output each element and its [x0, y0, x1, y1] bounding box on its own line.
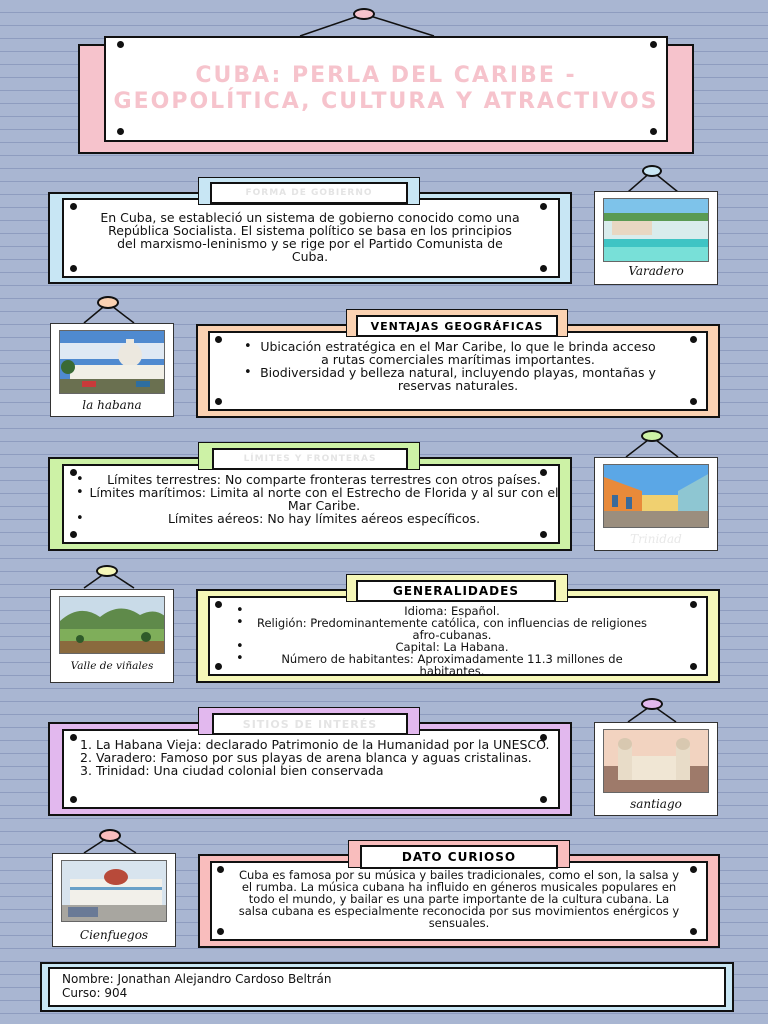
list-item: 2. Varadero: Famoso por sus playas de arena blanca y aguas cristalinas. [80, 750, 532, 765]
dot [70, 531, 77, 538]
ventajas-label: VENTAJAS GEOGRÁFICAS [356, 315, 558, 337]
dato-label: DATO CURIOSO [360, 845, 558, 869]
dot [690, 601, 697, 608]
pin [99, 829, 121, 842]
pin [641, 430, 663, 442]
page-title: CUBA: PERLA DEL CARIBE - GEOPOLÍTICA, CULTURA Y ATRACTIVOS [113, 63, 659, 114]
capitol-illustration [60, 331, 165, 394]
street-illustration [604, 465, 709, 528]
gobierno-text: En Cuba, se estableció un sistema de gobierno conocido como una República Socialista. El sistema político se basa en los principios del marxismo-leninismo y se rige por el Partido Comunista de Cuba. [100, 210, 520, 264]
dot [70, 203, 77, 210]
varadero-image [603, 198, 709, 262]
pin [641, 698, 663, 710]
dot [540, 796, 547, 803]
list-item: • Límites marítimos: Limita al norte con el Estrecho de Florida y al sur con el Mar Caribe. [76, 486, 560, 512]
photo-vinales [50, 589, 174, 683]
list-item: • Capital: La Habana. [236, 641, 656, 653]
dot [540, 531, 547, 538]
dot [690, 398, 697, 405]
dot [690, 866, 697, 873]
dot [215, 601, 222, 608]
dot [215, 398, 222, 405]
photo-caption: Valle de viñales [70, 660, 154, 672]
student-course: Curso: 904 [62, 986, 128, 1000]
list-item: • Religión: Predominantemente católica, con influencias de religiones afro-cubanas. [236, 617, 656, 641]
ventajas-list [244, 340, 660, 392]
limites-list [76, 473, 560, 525]
trinidad-image [603, 464, 709, 528]
pin [353, 8, 375, 20]
pin [642, 165, 662, 177]
photo-caption: Cienfuegos [79, 928, 149, 942]
sitios-label: SITIOS DE INTERÉS [212, 713, 408, 735]
gobierno-label: FORMA DE GOBIERNO [210, 182, 408, 204]
dot [540, 203, 547, 210]
limites-label: LÍMITES Y FRONTERAS [212, 448, 408, 470]
photo-caption: Trinidad [630, 532, 682, 546]
habana-image [59, 330, 165, 394]
pin [96, 565, 118, 577]
list-item: • Límites aéreos: No hay límites aéreos específicos. [76, 512, 560, 525]
photo-caption: Varadero [628, 264, 684, 278]
list-item: 3. Trinidad: Una ciudad colonial bien conservada [80, 763, 384, 778]
dot [70, 265, 77, 272]
dot [690, 928, 697, 935]
vinales-image [59, 596, 165, 654]
santiago-image [603, 729, 709, 793]
pin [97, 296, 119, 309]
dato-text: Cuba es famosa por su música y bailes tradicionales, como el son, la salsa y el rumba. La música cubana ha influido en géneros musicales populares en todo el mundo, y bailar es una parte importante de la cultura cubana. La salsa cubana es especialmente reconocida por sus movimientos enérgicos y sensuales. [238, 868, 680, 930]
list-item: • Límites terrestres: No comparte fronteras terrestres con otros países. [76, 473, 560, 486]
cienfuegos-image [61, 860, 167, 922]
dot [217, 928, 224, 935]
cathedral-illustration [604, 730, 709, 793]
dot [215, 663, 222, 670]
photo-santiago [594, 722, 718, 816]
list-item: • Ubicación estratégica en el Mar Caribe, lo que le brinda acceso a rutas comerciales marítimas importantes. [244, 340, 660, 366]
beach-illustration [604, 199, 709, 262]
photo-caption: santiago [630, 797, 682, 811]
photo-trinidad [594, 457, 718, 551]
dot [690, 336, 697, 343]
dot [70, 796, 77, 803]
list-item-text: Varadero: Famoso por sus playas de arena blanca y aguas cristalinas. [96, 750, 532, 765]
dot [540, 265, 547, 272]
generalidades-label: GENERALIDADES [356, 580, 556, 602]
list-item: • Número de habitantes: Aproximadamente 11.3 millones de habitantes. [236, 653, 656, 677]
sitios-list [80, 738, 550, 777]
dot [70, 734, 77, 741]
dot [690, 663, 697, 670]
photo-habana [50, 323, 174, 417]
valley-illustration [60, 597, 165, 654]
photo-caption: la habana [82, 398, 142, 412]
dot [215, 336, 222, 343]
student-name: Nombre: Jonathan Alejandro Cardoso Beltrán [62, 972, 332, 986]
list-item: • Idioma: Español. [236, 605, 656, 617]
photo-cienfuegos [52, 853, 176, 947]
list-item: 1. La Habana Vieja: declarado Patrimonio de la Humanidad por la UNESCO. [80, 737, 550, 752]
student-info [62, 972, 332, 1000]
photo-varadero [594, 191, 718, 285]
dot [217, 866, 224, 873]
list-item-text: Trinidad: Una ciudad colonial bien conservada [96, 763, 384, 778]
list-item: • Biodiversidad y belleza natural, incluyendo playas, montañas y reservas naturales. [244, 366, 660, 392]
generalidades-list [236, 605, 656, 677]
palace-illustration [62, 861, 167, 922]
list-item-text: La Habana Vieja: declarado Patrimonio de la Humanidad por la UNESCO. [96, 737, 550, 752]
